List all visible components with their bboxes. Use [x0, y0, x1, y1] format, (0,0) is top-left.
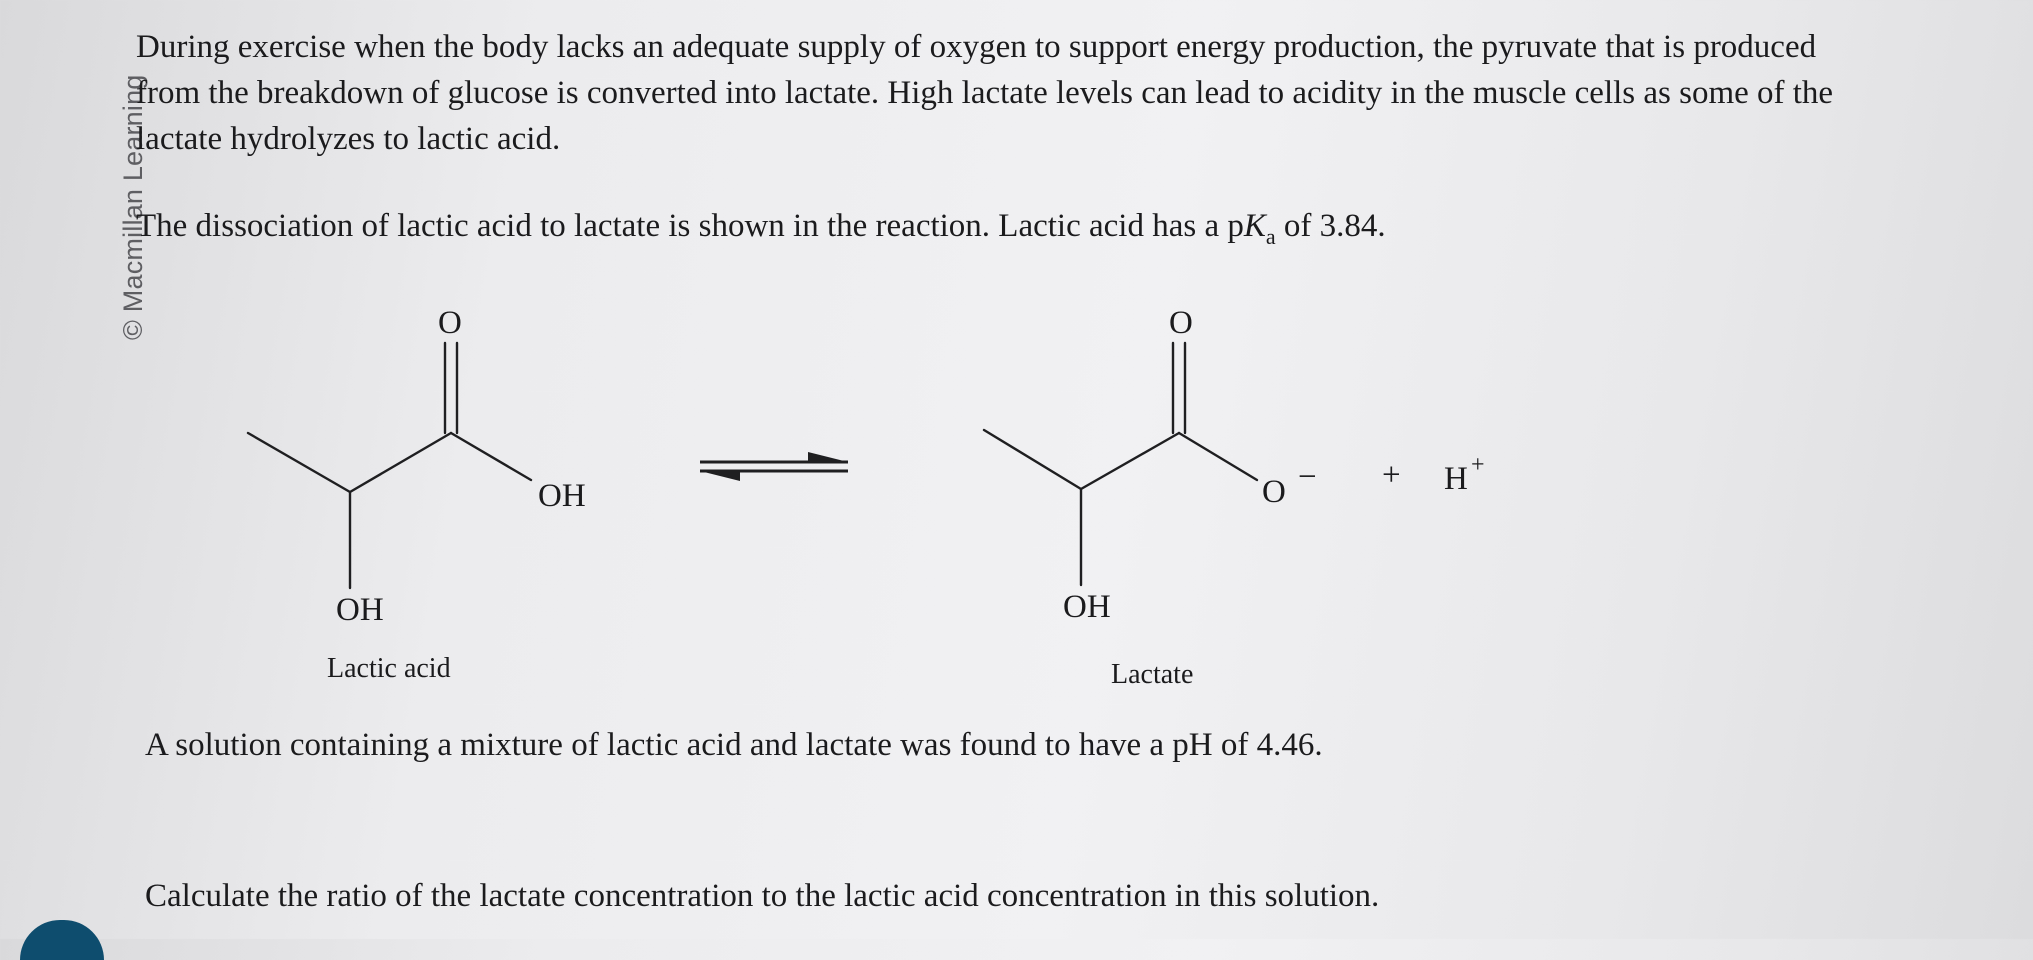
lactate-alpha-carbonyl-bond	[1081, 433, 1179, 489]
lactate-carbon-o-bond	[1179, 433, 1257, 480]
proton-product	[1382, 452, 1485, 497]
methyl-bond	[248, 433, 350, 492]
lactate-carbonyl-oxygen-label: O	[1169, 305, 1193, 341]
acid-oh-label: OH	[538, 478, 586, 514]
solution-statement: A solution containing a mixture of lactic acid and lactate was found to have a pH of 4.46.	[145, 727, 1323, 763]
lactate-methyl-bond	[984, 430, 1081, 489]
intro-line-1: During exercise when the body lacks an adequate supply of oxygen to support energy production, the pyruvate that is produced	[136, 29, 1817, 65]
alpha-oh-label: OH	[336, 592, 384, 628]
plus-sign: +	[1382, 457, 1401, 493]
reverse-arrowhead	[700, 471, 740, 481]
question-prompt: Calculate the ratio of the lactate concentration to the lactic acid concentration in this solution.	[145, 878, 1380, 914]
lactate-anion-oxygen-label: O	[1262, 474, 1286, 510]
anion-charge-label: −	[1298, 459, 1317, 495]
lactate-structure	[984, 305, 1317, 690]
intro-line-2: from the breakdown of glucose is converted into lactate. High lactate levels can lead to acidity in the muscle cells as some of the	[136, 75, 1834, 111]
pka-subscript: a	[1265, 224, 1276, 249]
lactic-acid-name: Lactic acid	[327, 653, 451, 684]
lactate-alpha-oh-label: OH	[1063, 589, 1111, 625]
carbonyl-oxygen-label: O	[438, 305, 462, 341]
equilibrium-arrow	[700, 452, 848, 481]
lactate-name: Lactate	[1111, 659, 1194, 690]
proton-charge: +	[1471, 452, 1485, 478]
alpha-carbonyl-bond	[350, 433, 451, 492]
forward-arrowhead	[808, 452, 848, 462]
lactic-acid-structure	[248, 305, 586, 684]
pka-k-symbol: K	[1243, 208, 1266, 244]
pka-value-text: of 3.84.	[1275, 208, 1386, 244]
carbon-oh-bond	[451, 433, 531, 480]
copyright-watermark: © Macmillan Learning	[118, 74, 148, 340]
proton-label: H	[1444, 461, 1468, 497]
intro-line-3: lactate hydrolyzes to lactic acid.	[136, 121, 561, 157]
dissociation-text: The dissociation of lactic acid to lactate is shown in the reaction. Lactic acid has a p	[136, 208, 1244, 244]
